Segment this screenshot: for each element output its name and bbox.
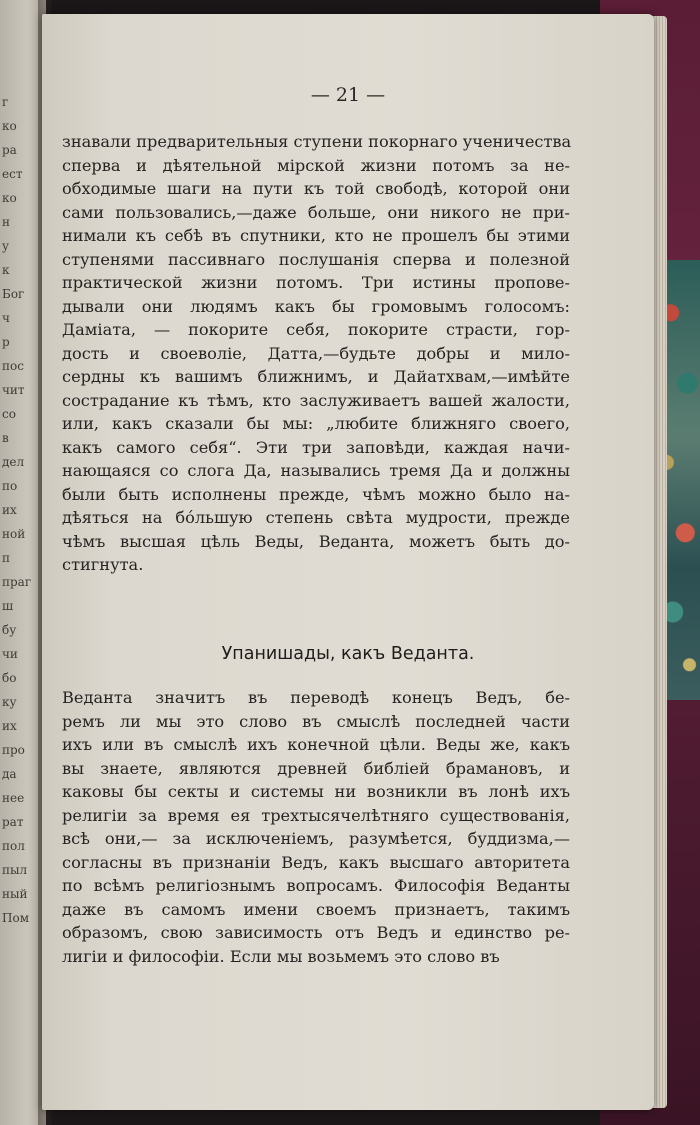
text-line: согласны въ признаніи Ведъ, какъ высшаго авторитета [62, 852, 570, 872]
text-line: или, какъ сказали бы мы: „любите ближняго своего, [62, 414, 570, 433]
text-line: образомъ, свою зависимость отъ Ведъ и единство ре- [62, 923, 570, 942]
facing-page-fragment: чит [2, 383, 25, 397]
facing-page-fragment: их [2, 719, 17, 733]
text-line: ремъ ли мы это слово въ смыслѣ последней части [62, 711, 570, 731]
facing-page-fragment: ко [2, 119, 17, 133]
paragraph-2 [62, 686, 570, 968]
text-line: знавали предварительныя ступени покорнаго ученичества [62, 132, 572, 151]
facing-page-fragment: Пом [2, 911, 30, 925]
facing-page-fragment: н [2, 215, 10, 229]
text-line: дывали они людямъ какъ бы громовымъ голосомъ: [62, 296, 570, 316]
facing-page-fragment: р [2, 335, 10, 349]
facing-page-fragment: ко [2, 191, 17, 205]
facing-page-fragment: чи [2, 647, 18, 661]
facing-page-fragment: бо [2, 671, 17, 685]
facing-page-fragment: праг [2, 575, 32, 589]
facing-page-fragment: г [2, 95, 9, 109]
facing-page-fragment: ш [2, 599, 14, 613]
text-line: чѣмъ высшая цѣль Веды, Веданта, можетъ быть до- [62, 531, 570, 551]
text-line: Дамiата, — покорите себя, покорите страсти, гор- [62, 320, 570, 339]
facing-page-fragment: в [2, 431, 9, 445]
text-line: по всѣмъ религіознымъ вопросамъ. Философія Веданты [62, 876, 570, 895]
text-line: дѣяться на бо́льшую степень свѣта мудрости, прежде [62, 508, 570, 527]
text-line: каковы бы секты и системы ни возникли въ лонѣ ихъ [62, 782, 570, 801]
facing-page-fragment: со [2, 407, 16, 421]
facing-page-fragment: их [2, 503, 17, 517]
facing-page-fragment: ра [2, 143, 17, 157]
facing-page-fragment: ч [2, 311, 10, 325]
text-line: какъ самого себя“. Эти три заповѣди, каждая начи- [62, 437, 570, 457]
text-line: ступенями пассивнаго послушанія сперва и полезной [62, 249, 570, 269]
text-line: религіи за время ея трехтысячелѣтняго существованія, [62, 805, 570, 825]
facing-page-fragment: ку [2, 695, 17, 709]
facing-page-fragment: к [2, 263, 10, 277]
facing-page-fragment: ный [2, 887, 28, 901]
text-line: лигіи и философіи. Если мы возьмемъ это слово въ [62, 946, 500, 966]
facing-page-fragment: бу [2, 623, 17, 637]
text-line: нимали къ себѣ въ спутники, кто не прошелъ бы этими [62, 226, 570, 245]
text-line: дость и своеволіе, Датта,—будьте добры и мило- [62, 343, 570, 363]
text-line: практической жизни потомъ. Три истины пропове- [62, 273, 570, 292]
text-line: сострадание къ тѣмъ, кто заслуживаетъ вашей жалости, [62, 390, 570, 410]
text-line: всѣ они,— за исключеніемъ, разумѣется, буддизма,— [62, 829, 570, 848]
text-line: Веданта значитъ въ переводѣ конецъ Ведъ, бе- [62, 688, 570, 707]
text-line: вы знаете, являются древней библіей брамановъ, и [62, 758, 570, 778]
facing-page-fragment: ест [2, 167, 23, 181]
text-line: нающаяся со слога Да, назывались тремя Да и должны [62, 461, 570, 480]
text-line: сердны къ вашимъ ближнимъ, и Дайатхвам,—имѣйте [62, 367, 570, 386]
text-line: сами пользовались,—даже больше, они никого не при- [62, 202, 570, 222]
facing-page-fragment: ной [2, 527, 26, 541]
facing-page-fragment: у [2, 239, 10, 253]
facing-page-fragment: дел [2, 455, 25, 469]
facing-page-fragment: пол [2, 839, 25, 853]
text-line: сперва и дѣятельной мірской жизни потомъ за не- [62, 155, 570, 175]
text-line: обходимые шаги на пути къ той свободѣ, которой они [62, 179, 570, 198]
facing-page-fragment: рат [2, 815, 24, 829]
paragraph-1 [62, 130, 570, 577]
text-line: ихъ или въ смыслѣ ихъ конечной цѣли. Веды же, какъ [62, 735, 570, 754]
facing-page-fragment: про [2, 743, 25, 757]
facing-page-fragment: Бог [2, 287, 25, 301]
facing-page-fragment: нее [2, 791, 25, 805]
page-number: — 21 — [310, 84, 386, 106]
text-line: стигнута. [62, 555, 144, 574]
facing-page-fragment: пыл [2, 863, 28, 877]
facing-page-fragment: по [2, 479, 18, 493]
facing-page-fragment: п [2, 551, 10, 565]
book-page [42, 14, 654, 1110]
facing-page-fragment: пос [2, 359, 24, 373]
text-line: были быть исполнены прежде, чѣмъ можно было на- [62, 484, 570, 504]
facing-page-fragment: да [2, 767, 17, 781]
section-heading: Упанишады, какъ Веданта. [221, 644, 475, 664]
text-line: даже въ самомъ имени своемъ признаетъ, такимъ [62, 899, 570, 919]
